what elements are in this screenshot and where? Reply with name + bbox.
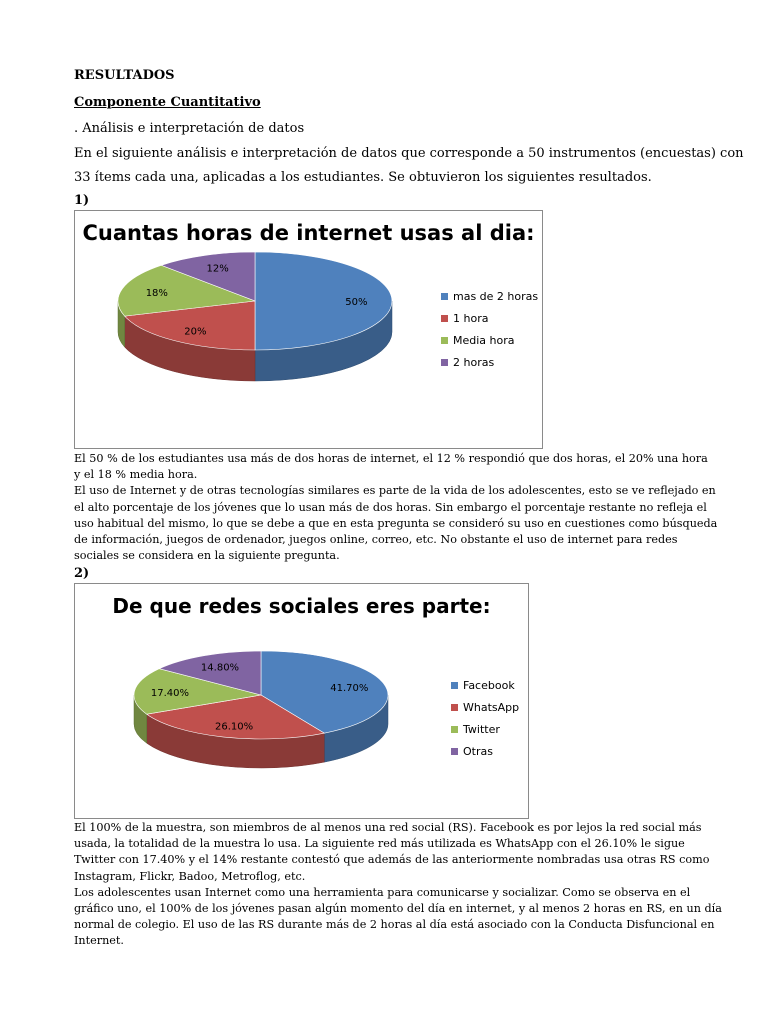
- chart-1-legend-label-0: mas de 2 horas: [453, 290, 539, 303]
- chart-2-legend-swatch-3: [451, 748, 458, 755]
- chart-2-legend-label-2: Twitter: [463, 723, 500, 736]
- chart-1-plot: [75, 211, 542, 448]
- chart-2-data-label-3: 14.80%: [200, 662, 240, 674]
- chart-2-legend-label-1: WhatsApp: [463, 701, 520, 714]
- chart-2-legend-swatch-1: [451, 704, 458, 711]
- page-heading: RESULTADOS: [74, 68, 175, 83]
- paragraph-2-line: gráfico uno, el 100% de los jóvenes pasan algún momento del día en internet, y al menos 2 horas en RS, en un día: [74, 902, 722, 916]
- paragraph-1: [74, 451, 718, 564]
- page-subheading: Componente Cuantitativo: [74, 95, 261, 110]
- chart-1-data-label-1: 20%: [184, 326, 207, 338]
- chart-2-legend-label-3: Otras: [463, 745, 493, 758]
- intro-line-2: 33 ítems cada una, aplicadas a los estudiantes. Se obtuvieron los siguientes resultados.: [74, 170, 652, 185]
- paragraph-1-line: de información, juegos de ordenador, juegos online, correo, etc. No obstante el uso de internet para redes: [74, 533, 678, 547]
- paragraph-1-line: y el 18 % media hora.: [74, 468, 198, 482]
- chart-2-data-label-2: 17.40%: [150, 688, 190, 700]
- paragraph-1-line: uso habitual del mismo, lo que se debe a que en esta pregunta se consideró su uso en cuestiones como búsqueda: [74, 516, 718, 530]
- paragraph-2-line: Internet.: [74, 934, 124, 948]
- paragraph-2-line: Twitter con 17.40% y el 14% restante contestó que además de las anteriormente nombradas usa otras RS como: [74, 853, 710, 867]
- paragraph-1-line: El 50 % de los estudiantes usa más de dos horas de internet, el 12 % respondió que dos horas, el 20% una hora: [74, 452, 708, 465]
- chart-1-legend-swatch-2: [441, 337, 448, 344]
- chart-1-legend-swatch-1: [441, 315, 448, 322]
- chart-2-plot: [75, 584, 528, 818]
- chart-1-legend-label-1: 1 hora: [453, 312, 489, 325]
- chart-1-data-label-2: 18%: [145, 287, 168, 299]
- chart-2: [74, 583, 529, 819]
- section-title: . Análisis e interpretación de datos: [74, 121, 305, 136]
- paragraph-1-line: sociales se considera en la siguiente pregunta.: [74, 549, 340, 563]
- chart-1-legend-label-3: 2 horas: [453, 356, 495, 369]
- chart-1-legend-swatch-0: [441, 293, 448, 300]
- paragraph-2-line: Instagram, Flickr, Badoo, Metroflog, etc.: [74, 869, 306, 883]
- chart-2-legend-swatch-2: [451, 726, 458, 733]
- chart-1-legend-swatch-3: [441, 359, 448, 366]
- chart-1-legend-label-2: Media hora: [453, 334, 515, 347]
- paragraph-2-line: normal de colegio. El uso de las RS durante más de 2 horas al día está asociado con la Conducta Disfuncional en: [74, 918, 715, 932]
- question-1-label: 1): [74, 193, 90, 208]
- chart-1: [74, 210, 543, 449]
- paragraph-2: [74, 820, 722, 950]
- chart-1-data-label-3: 12%: [206, 263, 229, 275]
- question-2-label: 2): [74, 566, 90, 581]
- chart-2-title: De que redes sociales eres parte:: [112, 594, 491, 618]
- chart-2-data-label-0: 41.70%: [330, 682, 369, 694]
- paragraph-2-line: Los adolescentes usan Internet como una herramienta para comunicarse y socializar. Como se observa en el: [74, 885, 691, 899]
- paragraph-1-line: El uso de Internet y de otras tecnologías similares es parte de la vida de los adolescentes, esto se ve reflejado en: [74, 484, 716, 498]
- paragraph-2-line: usada, la totalidad de la muestra lo usa. La siguiente red más utilizada es WhatsApp con el 26.10% le sigue: [74, 837, 685, 851]
- paragraph-1-line: el alto porcentaje de los jóvenes que lo usan más de dos horas. Sin embargo el porcentaje restante no refleja el: [74, 500, 707, 514]
- chart-1-title: Cuantas horas de internet usas al dia:: [82, 221, 535, 245]
- chart-2-data-label-1: 26.10%: [215, 721, 254, 733]
- chart-1-data-label-0: 50%: [345, 297, 368, 308]
- paragraph-2-line: El 100% de la muestra, son miembros de al menos una red social (RS). Facebook es por lejos la red social más: [74, 821, 702, 834]
- intro-line-1: En el siguiente análisis e interpretación de datos que corresponde a 50 instrumentos (encuestas) con: [74, 146, 744, 161]
- chart-2-legend-swatch-0: [451, 682, 458, 689]
- chart-2-legend-label-0: Facebook: [463, 679, 515, 692]
